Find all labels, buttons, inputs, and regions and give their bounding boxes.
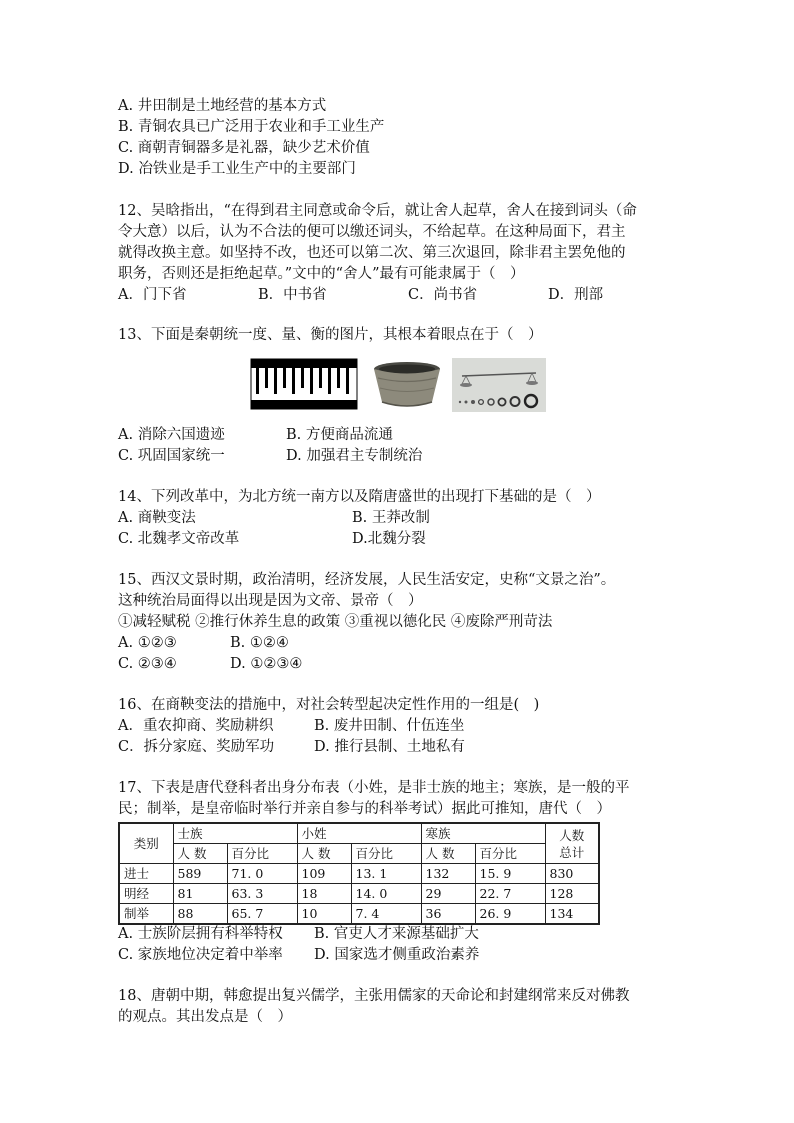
- table-cell: 36: [421, 904, 475, 925]
- q11-option-c: C. 商朝青铜器多是礼器，缺少艺术价值: [118, 140, 370, 156]
- q12-option-c: C．尚书省: [408, 287, 478, 303]
- balance-weights-image: [452, 358, 546, 412]
- table-row-label: 制举: [119, 904, 173, 925]
- q13-option-d: D. 加强君主专制统治: [286, 448, 423, 464]
- table-header-row: [119, 823, 599, 844]
- q16-option-a: A．重农抑商、奖励耕织: [118, 718, 274, 734]
- measure-vessel-image: [368, 358, 446, 410]
- table-cell: 830: [545, 864, 599, 884]
- table-row: [119, 904, 599, 925]
- q16-option-b: B. 废井田制、什伍连坐: [314, 718, 465, 734]
- table-cell: 132: [421, 864, 475, 884]
- table-subheader-row: [119, 844, 599, 864]
- table-cell: 109: [297, 864, 351, 884]
- q17-stem-line: 17、下表是唐代登科者出身分布表（小姓，是非士族的地主；寒族，是一般的平: [118, 780, 630, 796]
- q14-option-b: B. 王莽改制: [352, 510, 430, 526]
- q17-option-a: A. 士族阶层拥有科举特权: [118, 926, 283, 942]
- q13-option-b: B. 方便商品流通: [286, 427, 393, 443]
- q12-stem-line: 就得改换主意。如坚持不改，也还可以第二次、第三次退回，除非君主罢免他的: [118, 245, 626, 261]
- table-cell: 18: [297, 884, 351, 904]
- exam-candidates-table: [118, 822, 600, 925]
- table-cell: 128: [545, 884, 599, 904]
- table-total-header: [545, 823, 599, 864]
- q16-option-d: D. 推行县制、土地私有: [314, 739, 465, 755]
- q18-stem-line: 的观点。其出发点是（ ）: [118, 1009, 292, 1025]
- q15-option-a: A. ①②③: [118, 635, 177, 651]
- table-row: [119, 864, 599, 884]
- table-total-header-line: 人数: [559, 827, 585, 843]
- q13-option-c: C. 巩固国家统一: [118, 448, 225, 464]
- q14-stem: 14、下列改革中，为北方统一南方以及隋唐盛世的出现打下基础的是（ ）: [118, 489, 601, 505]
- table-total-header-line: 总计: [559, 844, 585, 860]
- q12-option-b: B．中书省: [258, 287, 327, 303]
- q18-stem-line: 18、唐朝中期，韩愈提出复兴儒学，主张用儒家的天命论和封建纲常来反对佛教: [118, 988, 630, 1004]
- table-group-header: 士族: [173, 823, 297, 844]
- q13-option-a: A. 消除六国遗迹: [118, 427, 225, 443]
- table-cell: 65. 7: [227, 904, 297, 925]
- q17-option-c: C. 家族地位决定着中举率: [118, 947, 283, 963]
- q15-option-c: C. ②③④: [118, 656, 177, 672]
- table-subheader: 人 数: [173, 844, 227, 864]
- q12-option-d: D．刑部: [548, 287, 604, 303]
- q15-stem-line: 这种统治局面得以出现是因为文帝、景帝（ ）: [118, 593, 423, 609]
- table-subheader: 人 数: [297, 844, 351, 864]
- table-cell: 81: [173, 884, 227, 904]
- table-cell: 13. 1: [351, 864, 421, 884]
- q15-stem-line: 15、西汉文景时期，政治清明，经济发展，人民生活安定，史称“文景之治”。: [118, 572, 616, 588]
- q16-option-c: C．拆分家庭、奖励军功: [118, 739, 275, 755]
- table-cell: 10: [297, 904, 351, 925]
- table-cell: 26. 9: [475, 904, 545, 925]
- q17-stem-line: 民；制举，是皇帝临时举行并亲自参与的科举考试）据此可推知，唐代（ ）: [118, 801, 611, 817]
- table-row-label: 进士: [119, 864, 173, 884]
- table-subheader: 人 数: [421, 844, 475, 864]
- table-row-label: 明经: [119, 884, 173, 904]
- table-cell: 63. 3: [227, 884, 297, 904]
- table-cell: 15. 9: [475, 864, 545, 884]
- table-subheader: 百分比: [475, 844, 545, 864]
- q15-option-b: B. ①②④: [230, 635, 289, 651]
- table-subheader: 百分比: [351, 844, 421, 864]
- q11-option-a: A. 井田制是土地经营的基本方式: [118, 98, 327, 114]
- table-cell: 71. 0: [227, 864, 297, 884]
- table-cell: 22. 7: [475, 884, 545, 904]
- table-cell: 88: [173, 904, 227, 925]
- table-cell: 589: [173, 864, 227, 884]
- table-cell: 134: [545, 904, 599, 925]
- q15-option-d: D. ①②③④: [230, 656, 303, 672]
- ruler-image: [250, 358, 358, 410]
- table-group-header: 寒族: [421, 823, 545, 844]
- q13-stem: 13、下面是秦朝统一度、量、衡的图片，其根本着眼点在于（ ）: [118, 327, 543, 343]
- q12-stem-line: 职务，否则还是拒绝起草。”文中的“舍人”最有可能隶属于（ ）: [118, 266, 525, 282]
- q15-statements: ①减轻赋税 ②推行休养生息的政策 ③重视以德化民 ④废除严刑苛法: [118, 614, 553, 630]
- q14-option-a: A. 商鞅变法: [118, 510, 196, 526]
- q16-stem: 16、在商鞅变法的措施中，对社会转型起决定性作用的一组是( ): [118, 697, 540, 713]
- table-cell: 29: [421, 884, 475, 904]
- q12-option-a: A．门下省: [118, 287, 187, 303]
- q17-option-d: D. 国家选才侧重政治素养: [314, 947, 480, 963]
- q14-option-c: C. 北魏孝文帝改革: [118, 531, 240, 547]
- table-row: [119, 884, 599, 904]
- q14-option-d: D.北魏分裂: [352, 531, 426, 547]
- table-group-header: 小姓: [297, 823, 421, 844]
- q17-option-b: B. 官吏人才来源基础扩大: [314, 926, 479, 942]
- q11-option-d: D. 冶铁业是手工业生产中的主要部门: [118, 161, 356, 177]
- table-cell: 7. 4: [351, 904, 421, 925]
- table-corner-cell: 类别: [119, 823, 173, 864]
- q12-stem-line: 12、吴晗指出，“在得到君主同意或命令后，就让舍人起草，舍人在接到词头（命: [118, 203, 637, 219]
- table-subheader: 百分比: [227, 844, 297, 864]
- table-cell: 14. 0: [351, 884, 421, 904]
- q12-stem-line: 令大意）以后，认为不合法的便可以缴还词头，不给起草。在这种局面下，君主: [118, 224, 626, 240]
- q11-option-b: B. 青铜农具已广泛用于农业和手工业生产: [118, 119, 385, 135]
